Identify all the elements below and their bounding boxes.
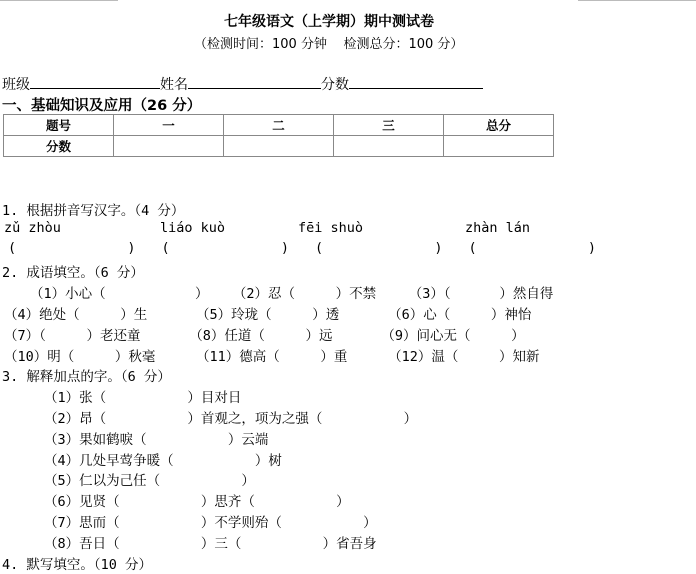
top-rule-left <box>0 0 118 1</box>
table-cell: 一 <box>114 115 224 136</box>
exam-title: 七年级语文（上学期）期中测试卷 <box>224 14 434 30</box>
pinyin-2: liáo kuò <box>160 220 226 236</box>
score-table <box>3 114 554 157</box>
score-cell[interactable] <box>224 136 334 157</box>
table-cell: 题号 <box>4 115 114 136</box>
q2-title: 2. 成语填空。（6 分） <box>2 265 144 281</box>
q3-line[interactable]: （2）昂（ ）首观之，项为之强（ ） <box>44 411 418 427</box>
pinyin-4: zhàn lán <box>465 220 531 236</box>
table-cell: 三 <box>334 115 444 136</box>
top-rule-right <box>578 0 696 1</box>
table-cell: 分数 <box>4 136 114 157</box>
table-header-row <box>4 115 554 136</box>
q1-blanks[interactable]: ( ) ( ) ( ) ( ) <box>8 240 597 256</box>
q1-title: 1. 根据拼音写汉字。（4 分） <box>2 203 185 219</box>
score-cell[interactable] <box>334 136 444 157</box>
score-field[interactable] <box>349 74 483 89</box>
exam-subtitle: （检测时间：100 分钟 检测总分：100 分） <box>194 37 464 52</box>
table-cell: 总分 <box>444 115 554 136</box>
q3-line[interactable]: （1）张（ ）目对日 <box>44 390 242 406</box>
score-cell[interactable] <box>114 136 224 157</box>
q2-line[interactable]: （1）小心（ ） （2）忍（ ）不禁 （3）（ ）然自得 <box>30 286 554 302</box>
score-cell[interactable] <box>444 136 554 157</box>
q2-line[interactable]: （10）明（ ）秋毫 （11）德高（ ）重 （12）温（ ）知新 <box>4 349 540 365</box>
q3-title: 3. 解释加点的字。（6 分） <box>2 369 171 385</box>
pinyin-1: zǔ zhòu <box>4 220 61 236</box>
q3-line[interactable]: （6）见贤（ ）思齐（ ） <box>44 494 350 510</box>
q2-line[interactable]: （7）（ ）老还童 （8）任道（ ）远 （9）问心无（ ） <box>4 328 525 344</box>
q3-line[interactable]: （5）仁以为己任（ ） <box>44 473 255 489</box>
student-info-line <box>2 74 483 94</box>
class-field[interactable] <box>30 74 160 89</box>
class-label: 班级 <box>2 77 30 93</box>
section-heading: 一、基础知识及应用（26 分） <box>2 98 202 114</box>
q3-line[interactable]: （8）吾日（ ）三（ ）省吾身 <box>44 536 377 552</box>
q4-title: 4. 默写填空。（10 分） <box>2 557 153 573</box>
q3-line[interactable]: （3）果如鹤唳（ ）云端 <box>44 432 269 448</box>
score-label: 分数 <box>321 77 349 93</box>
name-field[interactable] <box>188 74 321 89</box>
q2-line[interactable]: （4）绝处（ ）生 （5）玲珑（ ）透 （6）心（ ）神怡 <box>4 307 532 323</box>
q3-line[interactable]: （4）几处早莺争暖（ ）树 <box>44 453 282 469</box>
name-label: 姓名 <box>160 77 188 93</box>
table-cell: 二 <box>224 115 334 136</box>
q3-line[interactable]: （7）思而（ ）不学则殆（ ） <box>44 515 377 531</box>
pinyin-3: fēi shuò <box>298 220 364 236</box>
table-score-row <box>4 136 554 157</box>
